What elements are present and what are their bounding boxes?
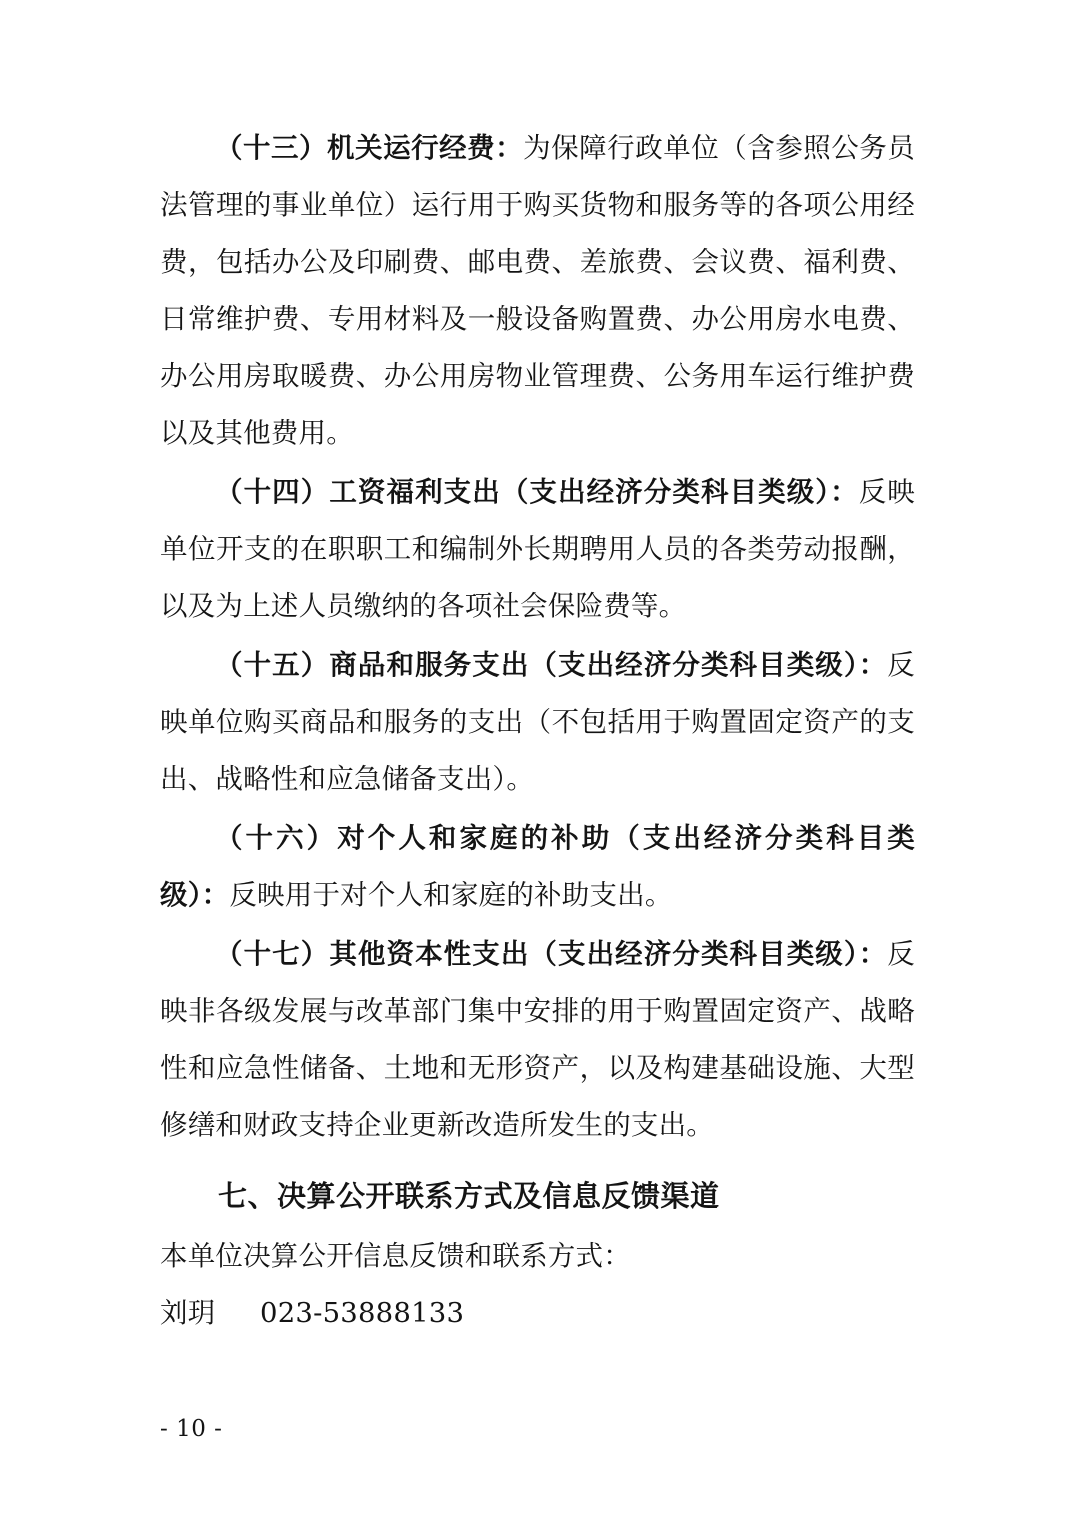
paragraph-17 [160, 926, 915, 1154]
paragraph-14-lead: （十四）工资福利支出（支出经济分类科目类级）： [215, 476, 859, 508]
paragraph-13-lead: （十三）机关运行经费： [215, 132, 524, 164]
paragraph-14 [160, 464, 915, 635]
paragraph-15-text: 反映单位购买商品和服务的支出（不包括用于购置固定资产的支出、战略性和应急储备支出）。 [160, 649, 915, 795]
paragraph-13-text: 为保障行政单位（含参照公务员法管理的事业单位）运行用于购买货物和服务等的各项公用经费，包括办公及印刷费、邮电费、差旅费、会议费、福利费、日常维护费、专用材料及一般设备购置费、办公用房水电费、办公用房取暖费、办公用房物业管理费、公务用车运行维护费以及其他费用。 [160, 132, 915, 449]
paragraph-15-lead: （十五）商品和服务支出（支出经济分类科目类级）： [215, 649, 888, 681]
paragraph-17-text: 反映非各级发展与改革部门集中安排的用于购置固定资产、战略性和应急性储备、土地和无形资产，以及构建基础设施、大型修缮和财政支持企业更新改造所发生的支出。 [160, 938, 915, 1141]
paragraph-16-lead: （十六）对个人和家庭的补助（支出经济分类科目类级）： [160, 822, 915, 911]
paragraph-13 [160, 120, 915, 462]
contact-phone: 023-53888133 [260, 1297, 465, 1329]
paragraph-16 [160, 810, 915, 924]
paragraph-14-text: 反映单位开支的在职职工和编制外长期聘用人员的各类劳动报酬，以及为上述人员缴纳的各项社会保险费等。 [160, 476, 915, 622]
section-intro: 本单位决算公开信息反馈和联系方式： [160, 1240, 631, 1272]
section-heading: 七、决算公开联系方式及信息反馈渠道 [218, 1179, 720, 1213]
paragraph-16-text: 反映用于对个人和家庭的补助支出。 [229, 879, 673, 911]
contact-name: 刘玥 [160, 1297, 216, 1329]
paragraph-15 [160, 637, 915, 808]
contact-line [160, 1285, 915, 1342]
page-number: - 10 - [160, 1416, 223, 1442]
paragraph-17-lead: （十七）其他资本性支出（支出经济分类科目类级）： [215, 938, 888, 970]
